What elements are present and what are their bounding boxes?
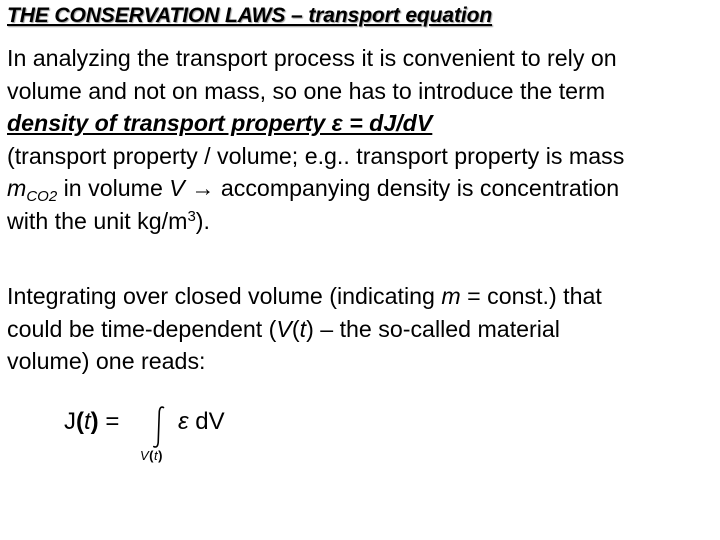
- symbol-m: m: [7, 175, 27, 201]
- paragraph-integration: [7, 280, 715, 378]
- text-line-unit: [7, 205, 715, 238]
- density-term: density of transport property ε = dJ/dV: [7, 110, 433, 136]
- text-line: [7, 280, 715, 313]
- text-fragment: Integrating over closed volume (indicating: [7, 283, 442, 309]
- formula-rhs: [178, 408, 225, 436]
- text-fragment: accompanying density is concentration: [220, 175, 620, 201]
- symbol-t: t: [84, 408, 91, 435]
- text-fragment: ) – the so-called material: [306, 315, 560, 342]
- arrow-symbol: →: [184, 175, 221, 201]
- text-fragment: with the unit kg/m: [7, 207, 188, 234]
- paragraph-density-definition: [7, 42, 715, 237]
- superscript-3: 3: [187, 207, 196, 225]
- symbol-V: V: [140, 448, 150, 463]
- symbol-V: V: [276, 315, 292, 342]
- text-fragment: ).: [195, 207, 210, 234]
- symbol-epsilon: ε: [178, 408, 189, 435]
- symbol-m: m: [441, 283, 461, 309]
- text-line-mass-example: [7, 172, 715, 205]
- text-line: volume and not on mass, so one has to introduce the term: [7, 77, 606, 104]
- text-fragment: could be time-dependent (: [7, 315, 277, 342]
- formula-lhs: J(t) =: [64, 408, 120, 435]
- symbol-dV: dV: [195, 408, 225, 435]
- text-fragment: (: [291, 315, 300, 342]
- text-line: In analyzing the transport process it is convenient to rely on: [7, 45, 617, 71]
- symbol-V: V: [169, 175, 185, 201]
- text-line: [7, 313, 715, 346]
- slide-title: THE CONSERVATION LAWS – transport equation: [7, 4, 493, 27]
- equals-sign: =: [105, 408, 120, 435]
- integral-formula: [64, 404, 264, 474]
- text-line: (transport property / volume; e.g.. transport property is mass: [7, 142, 625, 169]
- subscript-co2: CO2: [26, 188, 58, 205]
- symbol-t: t: [299, 315, 307, 342]
- symbol-t: t: [154, 448, 159, 463]
- text-fragment: = const.) that: [460, 283, 602, 309]
- integral-limit: V(t): [140, 448, 163, 463]
- text-fragment: in volume: [57, 175, 170, 201]
- symbol-J: J: [64, 408, 76, 435]
- text-line: volume) one reads:: [7, 348, 206, 374]
- integral-sign-icon: [148, 404, 170, 450]
